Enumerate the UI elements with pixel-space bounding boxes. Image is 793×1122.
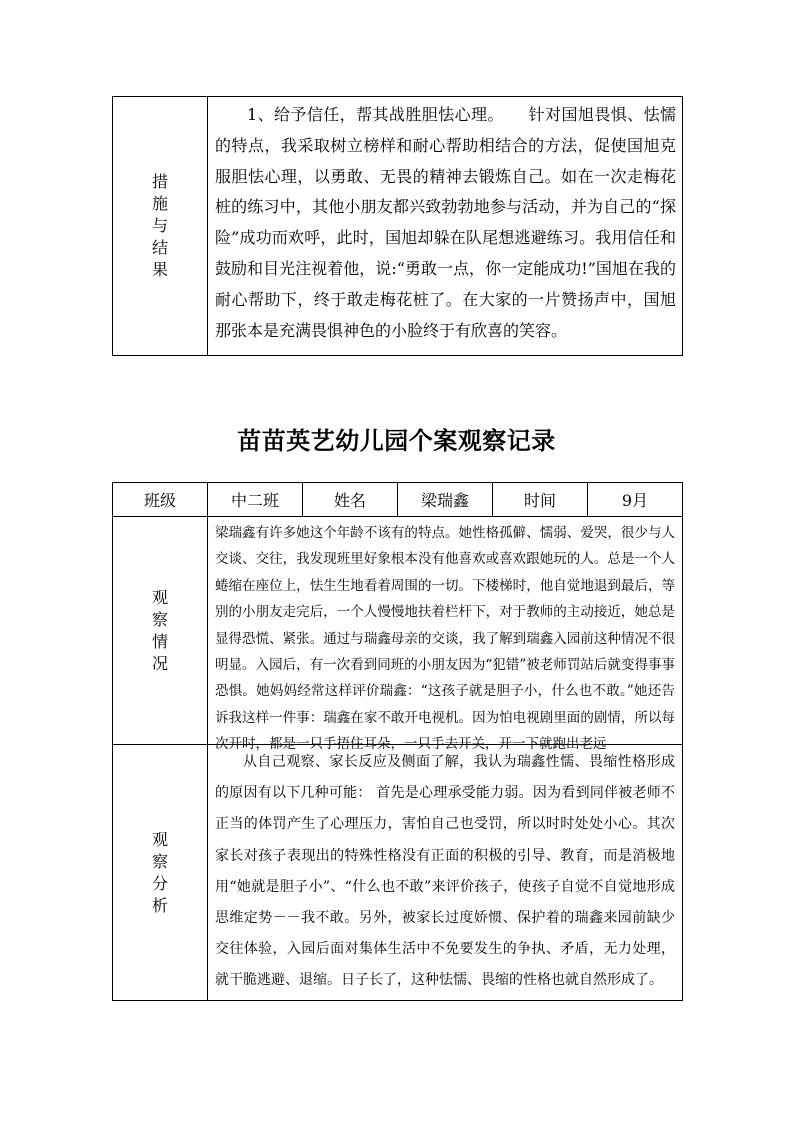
- observation-cell: [208, 517, 683, 753]
- class-label: 班级: [113, 483, 208, 517]
- observation-label: 观 察 情 况: [113, 517, 208, 745]
- measures-table: [112, 96, 683, 356]
- observation-text: 梁瑞鑫有许多她这个年龄不该有的特点。她性格孤僻、懦弱、爱哭，很少与人交谈、交往，我发现班里好象根本没有他喜欢或喜欢跟她玩的人。总是一个人蜷缩在座位上，怯生生地看着周围的一切。下楼梯时，他自觉地退到最后，等别的小朋友走完后，一个人慢慢地扶着栏杆下，对于教师的主动接近，她总是显得恐慌、紧张。通过与瑞鑫母亲的交谈，我了解到瑞鑫入园前这种情况不很明显。入园后，有一次看到同班的小朋友因为“犯错”被老师罚站后就变得事事恐惧。她妈妈经常这样评价瑞鑫：“这孩子就是胆子小，什么也不敢。”她还告诉我这样一件事：瑞鑫在家不敢开电视机。因为怕电视剧里面的剧情，所以每次开时，都是一只手捂住耳朵，一只手去开关，开一下就跑出老远: [215, 525, 675, 753]
- analysis-label: 观 察 分 析: [113, 745, 208, 1001]
- analysis-text: 从自己观察、家长反应及侧面了解，我认为瑞鑫性懦、畏缩性格形成的原因有以下几种可能： 首先是心理承受能力弱。因为看到同伴被老师不正当的体罚产生了心理压力，害怕自己也受罚，所以时时处处小心。其次家长对孩子表现出的特殊性格没有正面的积极的引导、教育，而是消极地用“她就是胆子小”、“什么也不敢”来评价孩子，使孩子自觉不自觉地形成思维定势－－我不敢。另外，被家长过度娇惯、保护着的瑞鑫来园前缺少交往体验，入园后面对集体生活中不免要发生的争执、矛盾，无力处理，就干脆逃避、退缩。日子长了，这种怯懦、畏缩的性格也就自然形成了。: [208, 745, 683, 1001]
- observation-table: [112, 482, 683, 1001]
- header-row: [113, 483, 683, 517]
- page-title: 苗苗英艺幼儿园个案观察记录: [237, 426, 556, 455]
- measures-label: 措 施 与 结 果: [113, 97, 208, 356]
- class-value: 中二班: [208, 483, 303, 517]
- time-value: 9月: [588, 483, 683, 517]
- name-label: 姓名: [303, 483, 398, 517]
- name-value: 梁瑞鑫: [398, 483, 493, 517]
- measures-text: 1、给予信任，帮其战胜胆怯心理。 针对国旭畏惧、怯懦的特点，我采取树立榜样和耐心帮助相结合的方法，促使国旭克服胆怯心理，以勇敢、无畏的精神去锻炼自己。如在一次走梅花桩的练习中，其他小朋友都兴致勃勃地参与活动，并为自己的“探险”成功而欢呼，此时，国旭却躲在队尾想逃避练习。我用信任和鼓励和目光注视着他，说:“勇敢一点，你一定能成功!”国旭在我的耐心帮助下，终于敢走梅花桩了。在大家的一片赞扬声中，国旭那张本是充满畏惧神色的小脸终于有欣喜的笑容。: [208, 97, 683, 356]
- time-label: 时间: [493, 483, 588, 517]
